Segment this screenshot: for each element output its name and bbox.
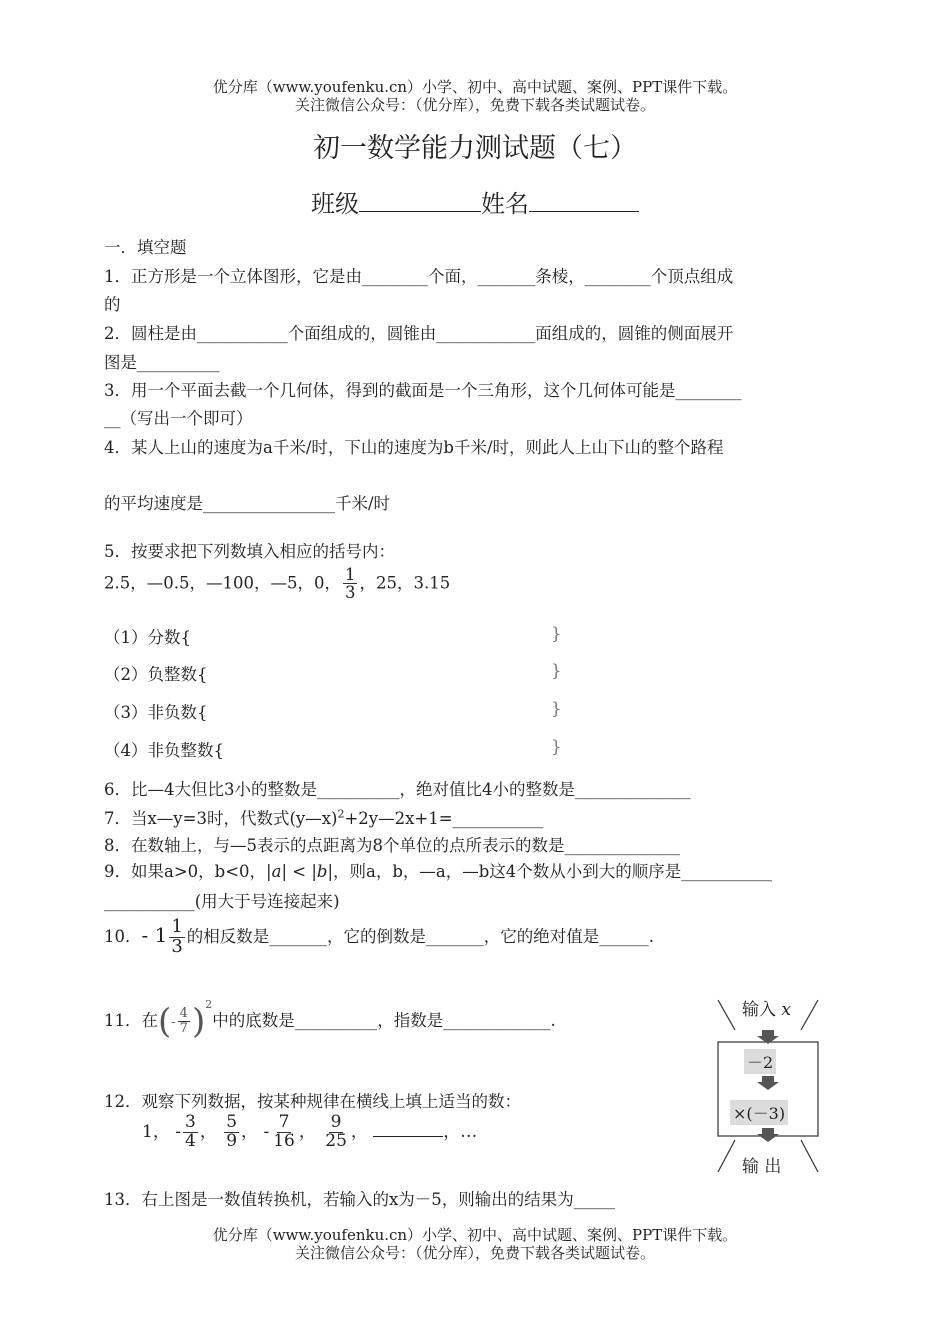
q10-frac-denominator: 3 [171,935,183,957]
q5-item-2-close: } [551,661,562,680]
question-1-line-1: 1．正方形是一个立体图形，它是由________个面，_______条棱，________个顶点组成 [104,267,734,286]
q7-text-a: 7．当x—y=3时，代数式(y—x) [104,809,338,828]
question-2-line-1: 2．圆柱是由___________个面组成的，圆锥由____________面组成的，圆锥的侧面展开 [104,324,734,343]
header-line-2: 关注微信公众号：（优分库），免费下载各类试题试卷。 [294,96,655,114]
q5-numbers-a: 2.5，—0.5，—100，—5，0， [104,573,341,593]
question-8: 8．在数轴上，与—5表示的点距离为8个单位的点所表示的数是______________ [104,836,680,855]
question-2-line-2: 图是__________ [104,353,220,372]
machine-step-1: －2 [744,1049,776,1074]
q11-fraction [178,1007,190,1035]
q12-term-1 [183,1114,198,1151]
question-5: 5．按要求把下列数填入相应的括号内： [104,542,395,561]
q12-sep-2: ， [241,1121,259,1142]
machine-output-label: 输 出 [742,1157,782,1177]
question-5-numbers [104,566,450,602]
q12-term-1-n: 3 [184,1112,196,1132]
question-12: 12．观察下列数据，按某种规律在横线上填上适当的数： [104,1092,521,1111]
question-9-line-1 [104,858,772,882]
q5-frac-denominator: 3 [344,583,356,603]
question-11 [104,998,556,1042]
q11-text: 中的底数是__________，指数是_____________. [212,1011,556,1030]
question-3-line-1: 3．用一个平面去截一个几何体，得到的截面是一个三角形，这个几何体可能是________ [104,381,742,400]
q9-abs-expression: |a| < |b| [266,862,333,881]
q5-numbers-b: ，25，3.15 [359,573,451,593]
q5-item-2: （2）负整数{ [104,665,208,684]
q12-term-3-n: 7 [278,1112,290,1132]
q12-sequence [142,1114,477,1151]
question-1-line-2: 的 [104,295,121,314]
q12-ellipsis: ，… [443,1121,478,1142]
machine-funnel-left-top [718,1000,735,1030]
q5-item-3: （3）非负数{ [104,703,208,722]
q5-item-1: （1）分数{ [104,628,191,647]
q11-frac-sign: - [171,1015,176,1030]
class-label: 班级 [311,190,359,218]
q11-exponent: 2 [205,998,213,1011]
q10-frac-numerator: 1 [171,916,183,937]
machine-funnel-right-bottom [801,1140,818,1172]
q12-term-4 [323,1114,349,1151]
q10-mixed-number: - 1 [141,922,168,947]
arrow-down-icon [757,1128,779,1142]
question-13: 13．右上图是一数值转换机，若输入的x为－5，则输出的结果为_____ [104,1190,616,1209]
q5-item-1-close: } [551,624,562,643]
q11-frac-denominator: 7 [179,1021,188,1036]
question-10 [104,918,654,957]
footer-line-2: 关注微信公众号：（优分库），免费下载各类试题试卷。 [294,1244,655,1262]
q12-term-2-d: 9 [226,1130,238,1151]
machine-input-var: x [781,1000,791,1020]
q12-term-4-d: 25 [325,1130,347,1151]
q12-term-3 [271,1114,297,1151]
page-title: 初一数学能力测试题（七） [313,133,637,164]
q9-text-1: 9．如果a>0，b<0， [104,862,267,881]
q11-prefix: 11．在 [104,1011,158,1030]
question-7 [104,805,543,829]
arrow-down-icon [757,1076,779,1090]
question-4-line-1: 4．某人上山的速度为a千米/时，下山的速度为b千米/时，则此人上山下山的整个路程 [104,438,724,457]
q12-term-2 [224,1114,239,1151]
q7-exponent: 2 [337,807,345,821]
machine-funnel-right-top [801,1000,818,1030]
question-6: 6．比—4大但比3小的整数是__________，绝对值比4小的整数是______________ [104,780,691,799]
q5-frac-numerator: 1 [344,565,356,584]
q10-prefix: 10． [104,926,142,946]
q12-term-3-d: 16 [273,1130,295,1151]
question-9-line-2: ___________(用大于号连接起来) [104,892,340,911]
machine-step-2: ×(－3) [730,1100,788,1125]
q12-term-3-sign: - [263,1121,270,1142]
q11-left-paren: ( [158,1001,172,1042]
q5-item-4: （4）非负整数{ [104,741,224,760]
q12-sep-4: ， [350,1121,368,1142]
q9-text-2: ，则a，b，—a，—b这4个数从小到大的顺序是___________ [333,862,773,881]
q11-right-paren: ) [191,1001,206,1042]
q12-sep-3: ， [298,1121,316,1142]
q5-item-3-close: } [551,699,562,718]
class-name-row [0,184,950,219]
q12-first-term: 1， [142,1121,170,1142]
machine-input-text: 输入 [742,1000,776,1020]
section-title: 一．填空题 [104,238,187,257]
q10-fraction [169,918,184,957]
q12-sep-1: ， [199,1121,217,1142]
question-3-line-2: __（写出一个即可） [104,409,253,428]
header-line-1: 优分库（www.youfenku.cn）小学、初中、高中试题、案例、PPT课件下载。 [212,78,738,96]
machine-funnel-left-bottom [718,1140,735,1172]
q12-term-4-n: 9 [330,1112,342,1132]
q11-frac-numerator: 4 [179,1006,188,1022]
q12-term-1-sign: - [175,1121,181,1142]
q10-text: 的相反数是_______，它的倒数是_______，它的绝对值是______. [186,926,655,946]
q12-answer-blank [373,1118,443,1137]
name-label: 姓名 [481,190,529,218]
name-blank [529,193,639,212]
question-4-line-2: 的平均速度是________________千米/时 [104,494,391,513]
q7-text-b: +2y—2x+1=___________ [344,809,544,828]
class-blank [359,193,481,212]
q12-term-2-n: 5 [226,1112,238,1132]
footer-line-1: 优分库（www.youfenku.cn）小学、初中、高中试题、案例、PPT课件下载。 [212,1226,738,1244]
q5-fraction [343,566,358,602]
q12-term-1-d: 4 [184,1130,196,1151]
q5-item-4-close: } [551,737,562,756]
